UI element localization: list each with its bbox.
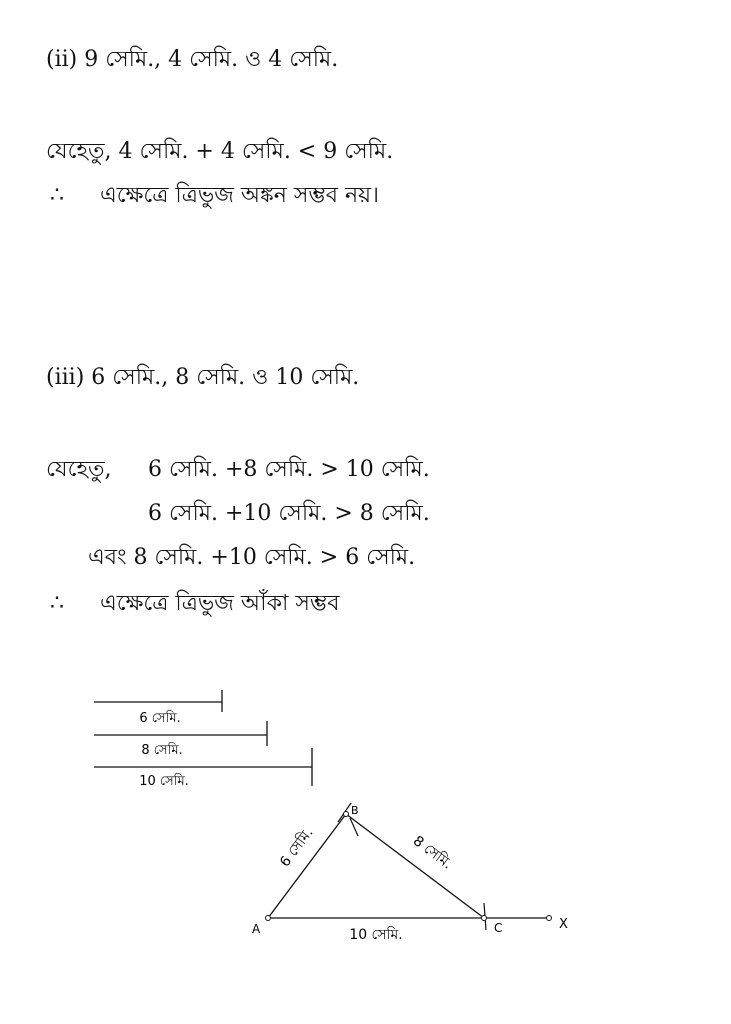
segment-6 [94,690,222,726]
side-bc [346,814,484,918]
segment-8 [94,721,267,758]
segment-6-label: 6 সেমি. [139,711,181,726]
part-ii-conclusion: এক্ষেত্রে ত্রিভুজ অঙ্কন সম্ভব নয়। [100,183,379,208]
part-ii-since: যেহেতু, 4 সেমি. + 4 সেমি. < 9 সেমি. [46,139,394,164]
part-iii-heading: (iii) 6 সেমি., 8 সেমি. ও 10 সেমি. [46,365,360,390]
vertex-b-label: B [351,804,359,817]
point-x [547,916,552,921]
point-a [266,916,271,921]
ray-end-x-label: X [559,917,568,932]
part-iii-conclusion: এক্ষেত্রে ত্রিভুজ আঁকা সম্ভব [100,591,340,616]
part-ii-therefore-symbol: ∴ [50,183,64,208]
triangle-abc [252,803,568,943]
side-ab-label: 6 সেমি. [277,825,317,871]
part-iii-therefore-symbol: ∴ [50,591,64,616]
part-ii-heading: (ii) 9 সেমি., 4 সেমি. ও 4 সেমি. [46,47,339,72]
part-iii-since-label: যেহেতু, [46,457,112,482]
point-b [344,812,349,817]
part-iii-inequality-2: 6 সেমি. +10 সেমি. > 8 সেমি. [148,501,430,526]
side-bc-label: 8 সেমি. [409,833,455,873]
segment-10 [94,748,312,789]
point-c [482,916,487,921]
segment-8-label: 8 সেমি. [141,743,183,758]
part-iii-inequality-3: এবং 8 সেমি. +10 সেমি. > 6 সেমি. [88,545,416,570]
part-iii-inequality-1: 6 সেমি. +8 সেমি. > 10 সেমি. [148,457,430,482]
vertex-a-label: A [252,922,261,936]
side-ac-label: 10 সেমি. [349,927,403,943]
segment-10-label: 10 সেমি. [139,774,189,789]
vertex-c-label: C [494,921,503,935]
